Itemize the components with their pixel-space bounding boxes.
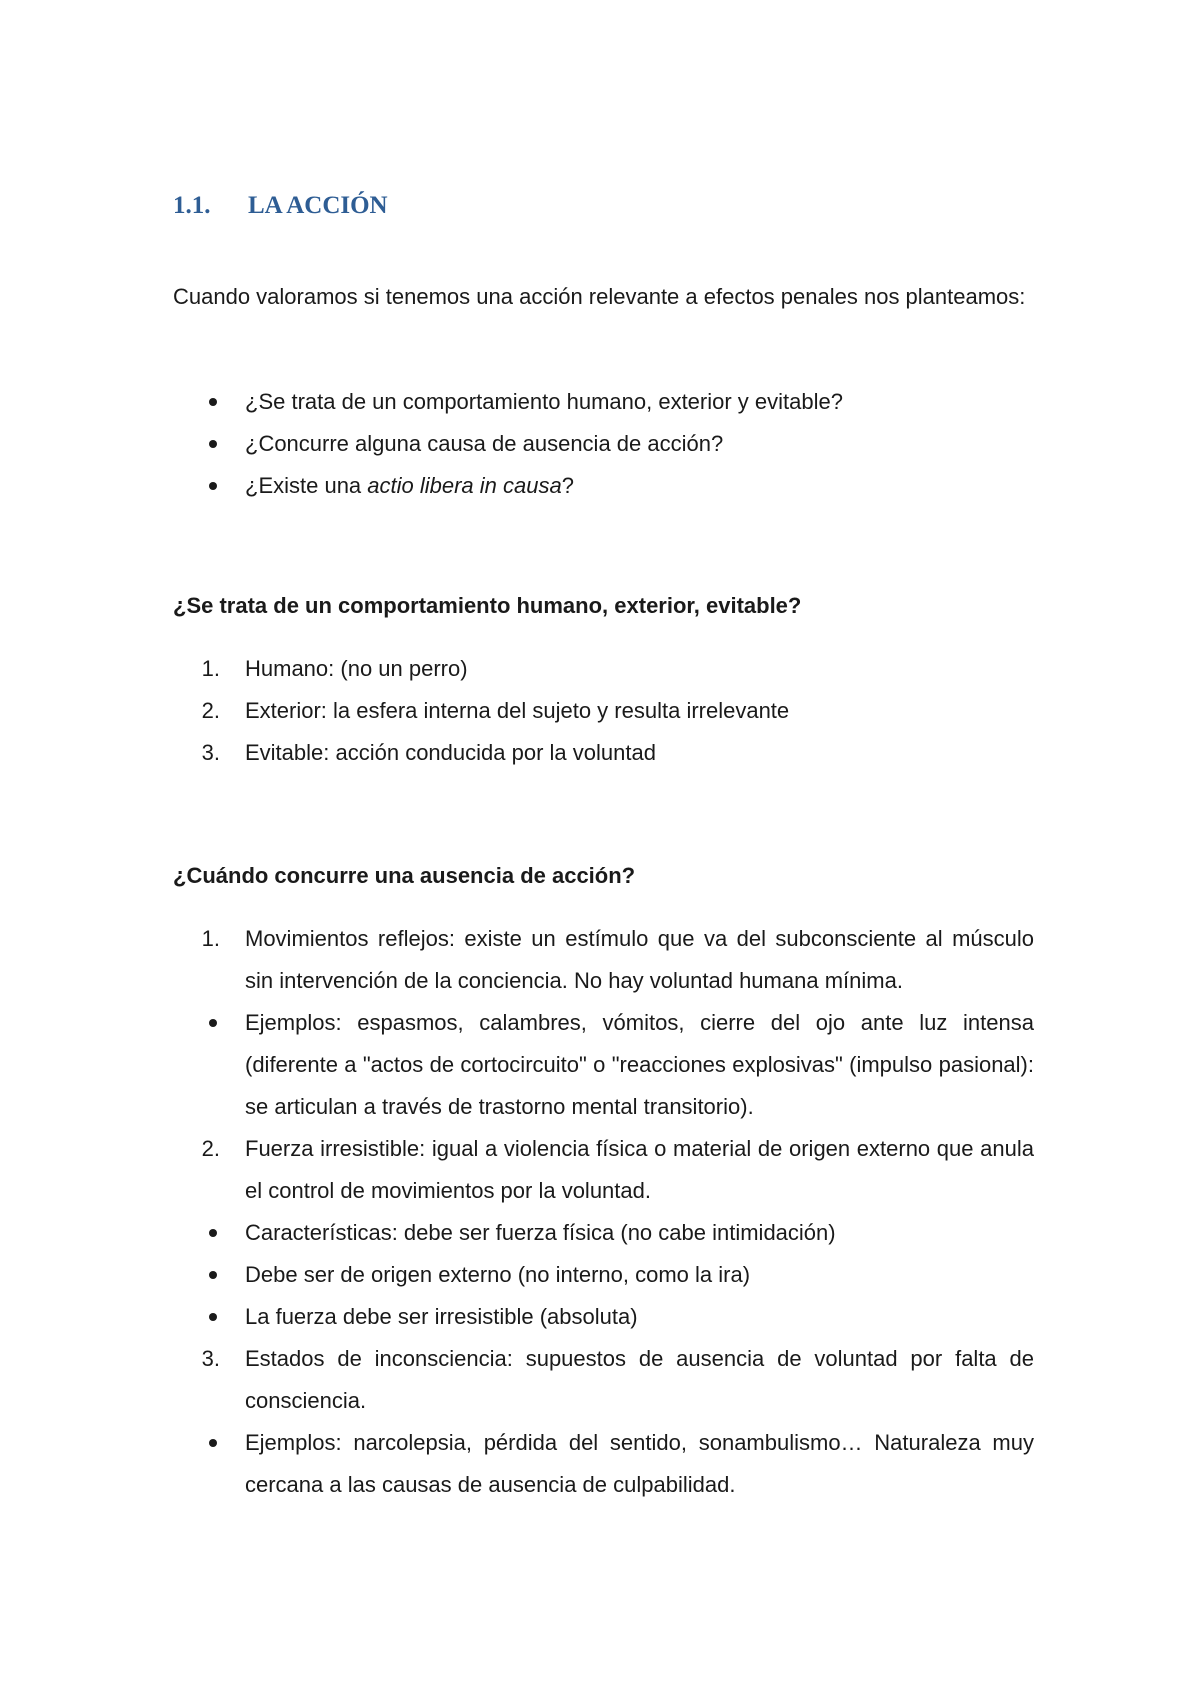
list-item-text: Movimientos reflejos: existe un estímulo que va del subconsciente al músculo sin intervención de la conciencia. No hay voluntad humana mínima. bbox=[245, 926, 1034, 993]
list-item-text: Ejemplos: espasmos, calambres, vómitos, cierre del ojo ante luz intensa (diferente a "actos de cortocircuito" o "reacciones explosivas" (impulso pasional): se articulan a través de trastorno mental transitorio). bbox=[245, 1010, 1034, 1119]
list-item-text: Ejemplos: narcolepsia, pérdida del sentido, sonambulismo… Naturaleza muy cercana a las causas de ausencia de culpabilidad. bbox=[245, 1430, 1034, 1497]
list-item: ¿Existe una actio libera in causa? bbox=[173, 465, 1034, 507]
list-item bbox=[173, 1002, 1034, 1128]
section-heading bbox=[173, 192, 388, 220]
bullet-icon bbox=[173, 465, 245, 507]
list-item bbox=[173, 648, 1034, 690]
list-number: 3. bbox=[201, 740, 220, 765]
list-item: ¿Se trata de un comportamiento humano, exterior y evitable? bbox=[173, 381, 1034, 423]
list-number: 3. bbox=[201, 1346, 220, 1371]
list-item bbox=[173, 732, 1034, 774]
list-number: 2. bbox=[201, 1136, 220, 1161]
list-item: ¿Concurre alguna causa de ausencia de acción? bbox=[173, 423, 1034, 465]
bullet-icon bbox=[173, 1296, 245, 1338]
latin-term: actio libera in causa bbox=[367, 473, 562, 498]
list-item bbox=[173, 1254, 1034, 1296]
list-item bbox=[173, 1296, 1034, 1338]
questions-list bbox=[173, 381, 1034, 507]
list-item bbox=[173, 1212, 1034, 1254]
list-item bbox=[173, 918, 1034, 1002]
list-item bbox=[173, 1128, 1034, 1212]
subsection-2-list bbox=[173, 918, 1034, 1506]
subsection-title-1: ¿Se trata de un comportamiento humano, exterior, evitable? bbox=[173, 593, 802, 618]
bullet-icon bbox=[173, 1422, 245, 1506]
list-number: 1. bbox=[201, 926, 220, 951]
list-item bbox=[173, 1338, 1034, 1422]
list-item-text: Estados de inconsciencia: supuestos de ausencia de voluntad por falta de consciencia. bbox=[245, 1346, 1034, 1413]
list-number: 1. bbox=[201, 656, 220, 681]
list-item-text: Debe ser de origen externo (no interno, como la ira) bbox=[245, 1262, 751, 1287]
list-number: 2. bbox=[201, 698, 220, 723]
subsection-1-list bbox=[173, 648, 1034, 774]
bullet-icon bbox=[173, 423, 245, 465]
bullet-icon bbox=[173, 381, 245, 423]
intro-paragraph: Cuando valoramos si tenemos una acción relevante a efectos penales nos planteamos: bbox=[173, 284, 1026, 309]
list-item-text: Fuerza irresistible: igual a violencia física o material de origen externo que anula el control de movimientos por la voluntad. bbox=[245, 1136, 1034, 1203]
list-item-text: Evitable: acción conducida por la voluntad bbox=[245, 740, 656, 765]
bullet-icon bbox=[173, 1254, 245, 1296]
list-item-text: Exterior: la esfera interna del sujeto y resulta irrelevante bbox=[245, 698, 790, 723]
section-number: 1.1. bbox=[173, 192, 211, 219]
subsection-title-2: ¿Cuándo concurre una ausencia de acción? bbox=[173, 863, 636, 888]
list-item-text: Humano: (no un perro) bbox=[245, 656, 468, 681]
bullet-icon bbox=[173, 1002, 245, 1128]
list-item-text: Características: debe ser fuerza física (no cabe intimidación) bbox=[245, 1220, 836, 1245]
list-item bbox=[173, 690, 1034, 732]
list-item bbox=[173, 1422, 1034, 1506]
section-title: LA ACCIÓN bbox=[248, 192, 388, 219]
list-item-text: La fuerza debe ser irresistible (absoluta) bbox=[245, 1304, 638, 1329]
bullet-icon bbox=[173, 1212, 245, 1254]
